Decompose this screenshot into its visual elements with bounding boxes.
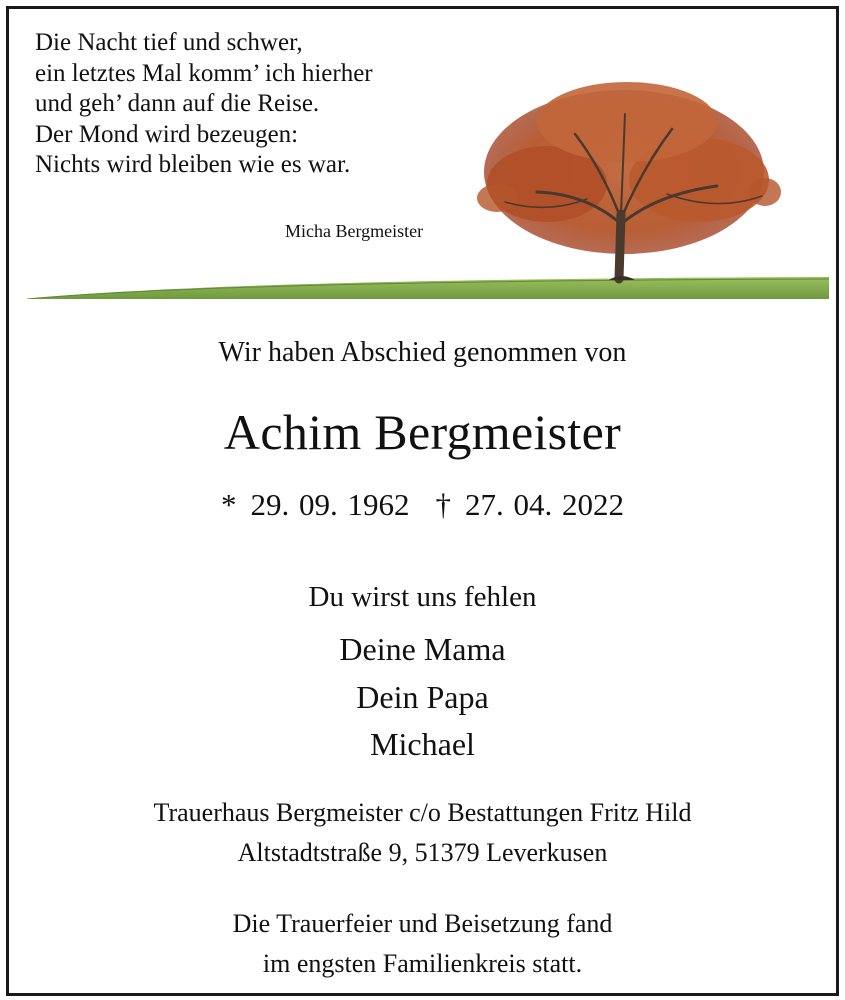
family-member: Dein Papa bbox=[356, 679, 489, 715]
death-date: 27. 04. 2022 bbox=[465, 487, 624, 522]
street-address: Altstadtstraße 9, 51379 Leverkusen bbox=[237, 838, 608, 867]
deceased-name: Achim Bergmeister bbox=[223, 404, 622, 460]
life-dates bbox=[9, 487, 836, 523]
poem-line: ein letztes Mal komm’ ich hierher bbox=[35, 59, 373, 87]
intro-text: Wir haben Abschied genommen von bbox=[218, 337, 627, 368]
poem-line: Die Nacht tief und schwer, bbox=[35, 29, 303, 56]
obituary-notice bbox=[6, 6, 839, 996]
family-member: Michael bbox=[370, 726, 475, 762]
death-symbol: † bbox=[435, 487, 451, 522]
poem-author: Micha Bergmeister bbox=[285, 221, 424, 241]
poem-line: und geh’ dann auf die Reise. bbox=[35, 90, 320, 117]
mourning-house-address: Trauerhaus Bergmeister c/o Bestattungen Fritz Hild bbox=[153, 798, 692, 827]
family-member: Deine Mama bbox=[339, 631, 506, 667]
birth-symbol: * bbox=[221, 487, 237, 522]
birth-date: 29. 09. 1962 bbox=[250, 487, 410, 522]
farewell-text: Du wirst uns fehlen bbox=[308, 581, 537, 613]
poem bbox=[35, 28, 373, 181]
poem-line: Der Mond wird bezeugen: bbox=[35, 120, 299, 148]
tree-foliage bbox=[477, 82, 781, 254]
ceremony-note: im engsten Familienkreis statt. bbox=[262, 949, 583, 978]
ceremony-note: Die Trauerfeier und Beisetzung fand bbox=[232, 909, 613, 938]
poem-line: Nichts wird bleiben wie es war. bbox=[35, 151, 351, 178]
